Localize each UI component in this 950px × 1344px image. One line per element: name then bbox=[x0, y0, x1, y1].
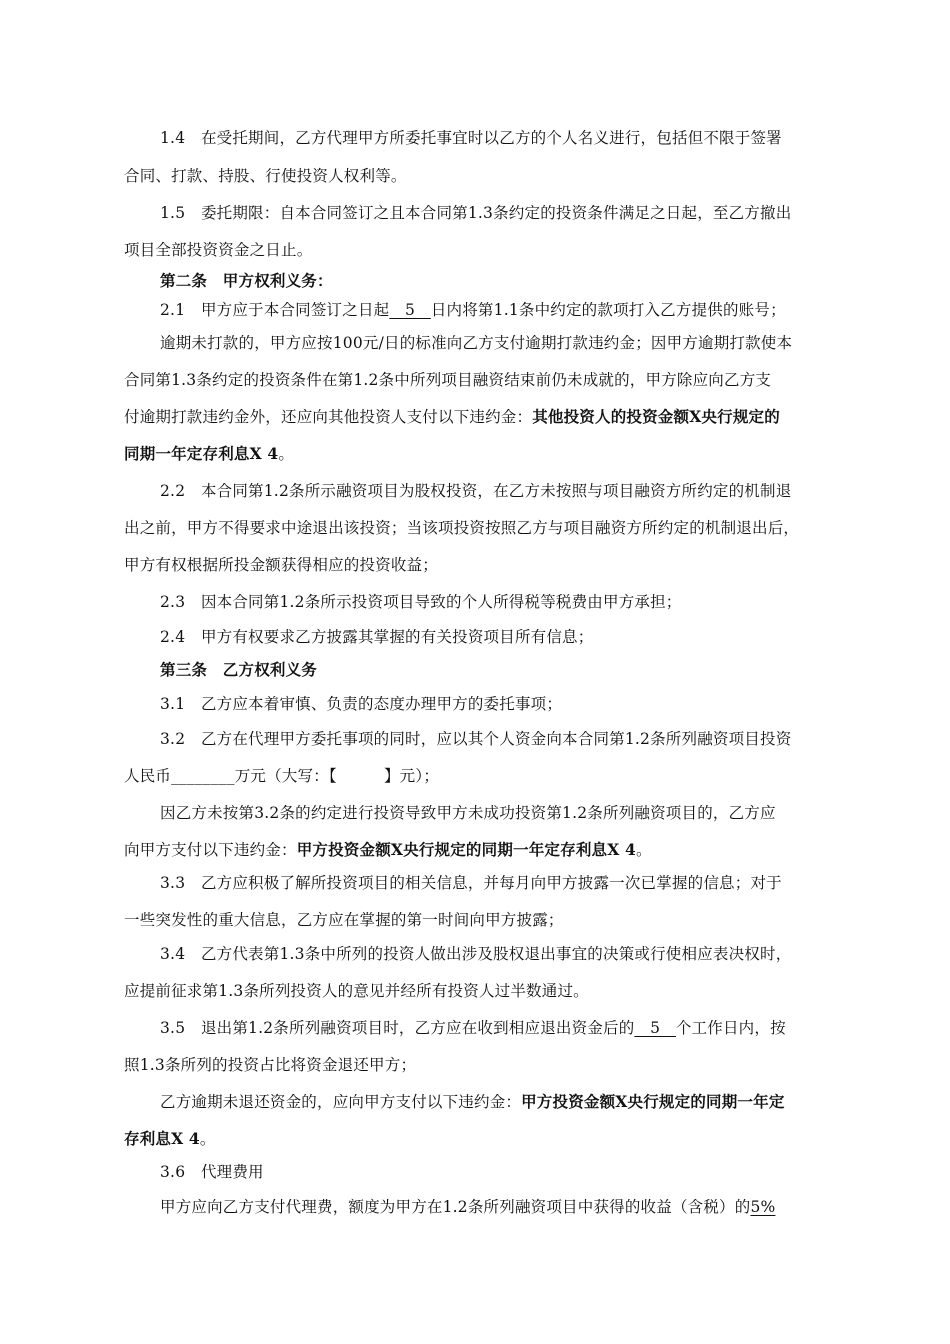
clause-3-2-amount-blank: ________ bbox=[171, 767, 235, 785]
clause-2-3: 2.3 因本合同第1.2条所示投资项目导致的个人所得税等税费由甲方承担； bbox=[160, 593, 682, 611]
clause-3-4-line-1: 3.4 乙方代表第1.3条中所列的投资人做出涉及股权退出事宜的决策或行使相应表决权时， bbox=[160, 945, 792, 963]
clause-2-1b-line-3-text: 付逾期打款违约金外，还应向其他投资人支付以下违约金： bbox=[124, 408, 533, 426]
clause-2-1b-line-4-bold: 同期一年定存利息X 4 bbox=[124, 444, 279, 463]
clause-2-1b-line-3 bbox=[124, 407, 780, 427]
clause-3-2-line-1: 3.2 乙方在代理甲方委托事项的同时，应以其个人资金向本合同第1.2条所列融资项目投资 bbox=[160, 730, 792, 748]
clause-3-2b-line-2 bbox=[124, 840, 652, 860]
clause-3-5b-line-2-bold: 存利息X 4 bbox=[124, 1129, 200, 1148]
clause-3-5-pre: 3.5 退出第1.2条所列融资项目时，乙方应在收到相应退出资金后的 bbox=[160, 1019, 635, 1037]
clause-2-1b-line-4-end: 。 bbox=[278, 445, 295, 463]
clause-3-5b-line-2 bbox=[124, 1129, 216, 1149]
clause-3-6-text: 甲方应向乙方支付代理费，额度为甲方在1.2条所列融资项目中获得的收益（含税）的 bbox=[160, 1198, 751, 1216]
clause-3-5b-line-1-text: 乙方逾期未退还资金的，应向甲方支付以下违约金： bbox=[160, 1093, 522, 1111]
clause-3-5b-line-1-bold: 甲方投资金额X央行规定的同期一年定 bbox=[521, 1092, 785, 1111]
clause-3-2-capital-blank bbox=[337, 767, 384, 785]
clause-3-2b-line-1: 因乙方未按第3.2条的约定进行投资导致甲方未成功投资第1.2条所列融资项目的，乙方应 bbox=[160, 804, 776, 822]
clause-3-2-rmb: 人民币 bbox=[124, 767, 172, 785]
clause-1-5-line-2: 项目全部投资资金之日止。 bbox=[124, 241, 313, 259]
article-3-title: 第三条 乙方权利义务 bbox=[160, 660, 318, 679]
clause-3-5-line-1 bbox=[160, 1018, 786, 1038]
clause-3-5-post: 个工作日内，按 bbox=[675, 1019, 786, 1037]
clause-3-2b-line-2-end: 。 bbox=[636, 841, 652, 859]
clause-2-1-post: 日内将第1.1条中约定的款项打入乙方提供的账号； bbox=[430, 301, 786, 319]
clause-1-5-line-1: 1.5 委托期限：自本合同签订之且本合同第1.3条约定的投资条件满足之日起，至乙方撤出 bbox=[160, 204, 792, 222]
clause-3-2b-line-2-bold: 甲方投资金额X央行规定的同期一年定存利息X 4 bbox=[296, 840, 637, 859]
clause-3-6-percent: 5% bbox=[750, 1198, 776, 1216]
clause-2-2-line-3: 甲方有权根据所投金额获得相应的投资收益； bbox=[124, 556, 439, 574]
clause-3-6-body bbox=[160, 1197, 775, 1217]
clause-3-1: 3.1 乙方应本着审慎、负责的态度办理甲方的委托事项； bbox=[160, 695, 563, 713]
clause-2-4: 2.4 甲方有权要求乙方披露其掌握的有关投资项目所有信息； bbox=[160, 628, 594, 646]
clause-2-1b-line-1: 逾期未打款的，甲方应按100元/日的标准向乙方支付逾期打款违约金；因甲方逾期打款使本 bbox=[160, 334, 793, 352]
clause-2-1-days: 5 bbox=[389, 301, 431, 319]
clause-3-6-title: 3.6 代理费用 bbox=[160, 1163, 264, 1181]
clause-3-3-line-2: 一些突发性的重大信息，乙方应在掌握的第一时间向甲方披露； bbox=[124, 911, 564, 929]
clause-2-2-line-2: 出之前，甲方不得要求中途退出该投资；当该项投资按照乙方与项目融资方所约定的机制退出后， bbox=[124, 519, 800, 537]
clause-2-1 bbox=[160, 300, 786, 320]
clause-3-2-end: 】元）； bbox=[383, 767, 440, 785]
clause-3-5b-line-2-end: 。 bbox=[199, 1130, 216, 1148]
article-2-title: 第二条 甲方权利义务： bbox=[160, 271, 333, 290]
clause-2-1b-line-4 bbox=[124, 444, 294, 464]
clause-3-2-line-2 bbox=[124, 766, 439, 786]
clause-1-4-line-2: 合同、打款、持股、行使投资人权利等。 bbox=[124, 167, 407, 185]
clause-2-1-pre: 2.1 甲方应于本合同签订之日起 bbox=[160, 301, 390, 319]
clause-3-5-line-2: 照1.3条所列的投资占比将资金退还甲方； bbox=[124, 1056, 417, 1074]
clause-3-2-capital: 万元（大写：【 bbox=[234, 767, 337, 785]
clause-3-2b-line-2-text: 向甲方支付以下违约金： bbox=[124, 841, 297, 859]
clause-2-1b-line-3-bold: 其他投资人的投资金额X央行规定的 bbox=[532, 407, 780, 426]
clause-2-1b-line-2: 合同第1.3条约定的投资条件在第1.2条中所列项目融资结束前仍未成就的，甲方除应向乙方支 bbox=[124, 371, 772, 389]
clause-3-5b-line-1 bbox=[160, 1092, 785, 1112]
clause-3-4-line-2: 应提前征求第1.3条所列投资人的意见并经所有投资人过半数通过。 bbox=[124, 982, 589, 1000]
clause-1-4-line-1: 1.4 在受托期间，乙方代理甲方所委托事宜时以乙方的个人名义进行，包括但不限于签署 bbox=[160, 129, 782, 147]
clause-2-2-line-1: 2.2 本合同第1.2条所示融资项目为股权投资，在乙方未按照与项目融资方所约定的机制退 bbox=[160, 482, 792, 500]
clause-3-3-line-1: 3.3 乙方应积极了解所投资项目的相关信息，并每月向甲方披露一次已掌握的信息；对于 bbox=[160, 874, 782, 892]
clause-3-5-days: 5 bbox=[634, 1019, 676, 1037]
